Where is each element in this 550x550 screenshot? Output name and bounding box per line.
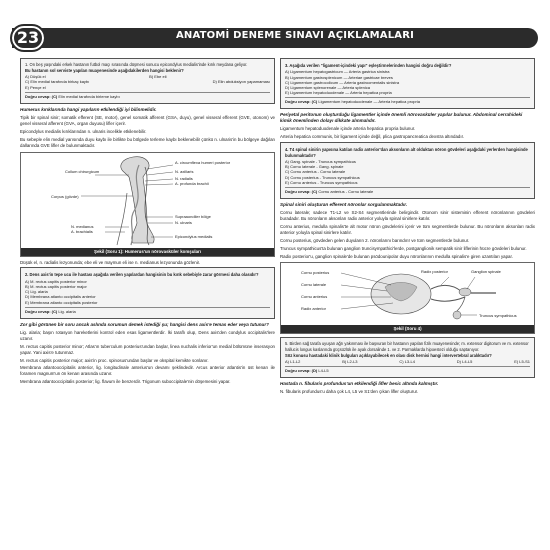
question-1-stem: Bu hastanın sol serviste yapılan muayenesinde aşağıdakilerden hangisi beklenir? — [25, 68, 184, 74]
question-2-text: 2. Dens axis'in tepe ucu ile hastası aşağıda verilen yapılardan hangisinin bu kırık sebebiyle zarar görmesi daha olasıdır? — [25, 272, 259, 278]
q4-option-c: C) Cornu anterius - Cornu laterale — [285, 169, 346, 175]
q4-option-b: B) Cornu laterale - Gang. spinale — [285, 164, 344, 170]
question-1-box — [20, 58, 275, 104]
q1-option-d: D) Elin abduksiyon yapamaması — [212, 78, 270, 84]
q2-option-d: D) Membrana atlanto occipitalis anterior — [25, 294, 96, 300]
q2-paragraph-3: M. rectus capitis posterior major; axis'in proc. spinosus'undan başlar ve okspital kemikte sonlanır. — [20, 357, 209, 363]
fig1-label-n-medianus: N. medianus — [71, 223, 94, 229]
q4-answer: Doğru cevap: (C) Cornu anterius - Cornu laterale — [285, 187, 530, 195]
humerus-illustration — [21, 153, 274, 248]
q1-paragraph-1: Tipik bir spinal sinir; somatik efferent (SE, motor), genel somatik afferent (GSA, duyu), genel visseral efferent (GVE, otonom) ve genel visseral afferent (GVA, organ duyusu) lifler içerir. — [20, 115, 275, 126]
fig1-label-corpus: Corpus (gövde) — [51, 193, 79, 199]
fig2-label-radix-posterior: Radix posterior — [421, 269, 448, 275]
q1-option-c: C) Elin medial tarafında birkaç kaybı — [25, 78, 90, 84]
q1-paragraph-3: Bu sebeple elin medial yarısında duyu kaybı ile birlikte bu bölgede terleme kaybı beklenebilir çünkü n. ulnaris'in bu bölgeye dağılan dallarında GVE lifler de bulunmaktadır. — [20, 136, 275, 148]
q5-option-c: C) L3-L4 — [399, 358, 415, 364]
q1-option-a: A) Düşük el — [25, 73, 46, 79]
q5-option-b: B) L2-L3 — [342, 358, 358, 364]
question-3-text: 3. Aşağıda verilen "ligament-içindeki yapı" eşleştirmelerinden hangisi doğru değildir? — [285, 63, 452, 68]
q1-option-b: B) Ebe eli — [149, 73, 167, 79]
page-number-badge: 23 — [12, 26, 44, 50]
question-2-box — [20, 267, 275, 318]
q1-option-e: E) Pençe el — [25, 84, 46, 90]
q3-option-c: C) Ligamentum gastrocolicum — Arteria gastroomentalis sinistra — [285, 79, 400, 85]
q3-option-d: D) Ligamentum splenorenale — Arteria splenica — [285, 85, 370, 91]
q4-paragraph-3: Cornu posterius, gövdeden gelen duyuların 2. nöronlarını barındırır ve tüm segmentlerde bulunur. — [280, 237, 470, 243]
fig2-label-cornu-laterale: Cornu laterale — [301, 282, 327, 288]
q5-lead: Hastada n. fibularis profundus'un etkilendiği lifler besic altında kalmıştır. — [280, 380, 439, 386]
figure-spinal — [280, 262, 535, 334]
fig1-label-n-axillaris: N. axillaris — [175, 168, 194, 174]
q1-paragraph-2: Epicondylus medialis kırıklarından n. ulnaris incelikle etkilenebilir. — [20, 128, 147, 134]
fig2-label-cornu-posterius: Cornu posterius — [301, 270, 330, 276]
q3-option-a: A) Ligamentum hepatogastricum — Arteria gastrica sinistra — [285, 69, 390, 75]
q5-option-a: A) L1-L2 — [285, 358, 301, 364]
fig1-label-n-radialis: N. radialis — [175, 175, 193, 181]
q2-option-e: E) Membrana atlanto occipitalis posterior — [25, 299, 98, 305]
q2-paragraph-2: M. rectus capitis posterior minor; Atlas'ın tuberculum posterius'undan başlar, linea nuchalis inferior'un medial bölümüne inserasyon yapar. Yani axis'e tutunmaz. — [20, 343, 275, 355]
q2-lead: Zor gibi görünen bir soru ancak aslında sorumun demek istediği şu; hangisi dens axis'e temas eder veya tutunur? — [20, 321, 269, 327]
page-header — [0, 0, 550, 50]
question-4-box — [280, 142, 535, 199]
question-4-text: 4. T4 spinal sinirin yapısına katılan radix anterior'dan aksonların alt olduktan nöron gövdeleri aşağıdaki yerlerden hangisinde bulunmaktadır? — [285, 147, 528, 158]
fig1-label-a-circumflexa: A. circumflexa humeri posterior — [175, 159, 231, 165]
q1-lead: Humerus kırıklarında hangi yapıların etkilendiği iyi bilinmelidir. — [20, 107, 157, 113]
spinal-cord-illustration — [281, 263, 534, 325]
question-3-box — [280, 58, 535, 109]
q4-option-e: E) Cornu anterius - Truncus sympathicus — [285, 179, 358, 185]
q4-option-a: A) Gang. spinale - Truncus sympathicus — [285, 159, 356, 165]
q4-paragraph-2: Cornu anterius, medulla spinalis'te alt motor nöron gövdelerini içerir ve tüm segmentlerde bulunur. Bu nöronların aksonları radix anterior yoluyla spinal sinirlere katılır. — [280, 223, 535, 235]
figure-humerus-caption: Şekil (Soru 1): Humerus'un nörovasküler komşuları — [21, 248, 274, 256]
fig1-label-collum: Collum chirurgicum — [65, 168, 100, 174]
q3-paragraph-2: Arteria hepatica communis, bir ligament içinde değil, plica gastropancreatica dexstra altındadır. — [280, 134, 465, 140]
q2-option-c: C) Lig. alaria — [25, 289, 48, 295]
q3-paragraph-1: Ligamentum hepatoduodenale içinde arteria hepatica propria bulunur. — [280, 126, 416, 132]
figure-humerus — [20, 152, 275, 257]
q3-lead: Periyetal peritonun oluşturduğu ligamentler içinde önemli nörovasküler yapılar bulunur. Abdominal cerrahideki kimik önemlinden dolayı dikkate alınmalıdır. — [280, 112, 523, 124]
q5-paragraph-1: N. fibularis profundus'u daha çok L4, L5 ve S1'den çıkan lifler oluşturur. — [280, 388, 419, 394]
q2-option-b: B) M. rectus capitis posterior major — [25, 284, 87, 290]
fig1-label-supraaondiler: Supraaondiler bölge — [175, 213, 211, 219]
fig2-label-radix-anterior: Radix anterior — [301, 306, 326, 312]
fig1-label-a-brachialis: A. brachialis — [71, 228, 93, 234]
q4-paragraph-1: Cornu laterale; sadece T1-L2 ve S2-S4 segmentlerinde belirgindir. Otonom sinir sisteminin efferent nöronlarının gövdeleri buradadır. Bu nöronların aksonları radix anterior yoluyla spinal sinirlere katılır. — [280, 210, 535, 221]
fig2-label-ganglion-spinale: Ganglion spinale — [471, 269, 501, 275]
q3-option-e: E) Ligamentum hepatoduodenale — Arteria hepatica propria — [285, 90, 392, 96]
fig1-label-epicondylus: Epicondylus medialis — [175, 233, 213, 239]
left-column — [20, 58, 275, 387]
q4-paragraph-4: Truncus sympathicus'ta bulunan ganglion truncisympathici'lerde, postganglionik sempatik sinir liflerinin hücre gövdeleri bulunur. — [280, 245, 527, 251]
q4-lead: Spinal siniri oluşturan efferent nöronlar sorgulanmaktadır. — [280, 202, 408, 208]
fig2-label-cornu-anterius: Cornu anterius — [301, 294, 328, 300]
q2-option-a: A) M. rectus capitis posterior minor — [25, 278, 87, 284]
question-5-box — [280, 337, 535, 377]
q2-paragraph-5: Membrana atlantooccipitalis posterior; lig. flavum ile benzerdir. Trigonum suboccipitale'nin döşemesini yapar. — [20, 379, 231, 385]
right-column — [280, 58, 535, 397]
q1-paragraph-4: Düşük el, n. radialis lezyonunda; ebe eli ve maymun eli ise n. medianus lezyonunda gözlenir. — [20, 259, 201, 265]
q4-option-d: D) Cornu posterius - Truncus sympathicus — [285, 174, 360, 180]
q3-option-b: B) Ligamentum gastrosplenicum — Arteriae gastricae breves — [285, 74, 393, 80]
q3-answer: Doğru cevap: (C) Ligamentum hepatoduodenale — Arteria hepatica propria — [285, 97, 530, 105]
fig2-label-truncus: Truncus sympathicus — [479, 313, 517, 319]
question-1-text: 1. On beş yaşındaki erkek hastanın futbol maçı sırasında düşmesi sonucu epicondylus medialis'inde kırık meydana geliyor. — [25, 62, 248, 67]
question-5-stem: Söz konusu hastadaki klinik bulguları açıklayabilecek en olası disk hernisi hangi intervertebral aralıktadır? — [285, 353, 492, 359]
question-5-text: 5. Birden sağ tarafa uyuşan ağrı yakınması ile başvuran bir hastanın yapılan fizik muayenesinde; m. extensor digitorum ve m. extensor hallucis longus kaslarında güçsüzlük ile ayak dorsalinde 1. ve 2. Parmaklarda hipoestezi olduğu saptanıyor. — [285, 341, 529, 352]
q2-paragraph-1: Lig. alaria; başın rotasyon hareketlerini kontrol eden esas ligamentlerdir. İki taraflı olup, Dens axis'den condylus occipitalis'lere uzanır. — [20, 329, 275, 341]
page-title: ANATOMİ DENEME SINAVI AÇIKLAMALARI — [175, 30, 415, 41]
q5-option-e: E) L5-S1 — [514, 358, 530, 364]
q4-paragraph-5: Radix posterior'u, ganglion spinale'de bulunan psödounipolar duyu nöronlarının medulla spinalis'e giren uzantıları yapar. — [280, 253, 513, 259]
q5-answer: Doğru cevap: (D) L4-L5 — [285, 366, 530, 374]
fig1-label-a-profunda: A. profunda brachii — [175, 180, 209, 186]
fig1-label-n-ulnaris: N. ulnaris — [175, 219, 192, 225]
q2-paragraph-4: Membrana atlantooccipitalis anterior, lig. longitudinale anterius'un devamı şeklindedir. Arcus anterior atlantis'in üst kenarı ile foramen magnum'un ön kenarı arasında uzanır. — [20, 365, 275, 377]
q5-option-d: D) L4-L5 — [456, 358, 473, 364]
q2-answer: Doğru cevap: (C) Lig. alaria — [25, 307, 270, 315]
q1-answer: Doğru cevap: (C) Elin medial tarafında birleme kaybı — [25, 92, 270, 100]
figure-spinal-caption: Şekil (Soru 4) — [281, 325, 534, 333]
